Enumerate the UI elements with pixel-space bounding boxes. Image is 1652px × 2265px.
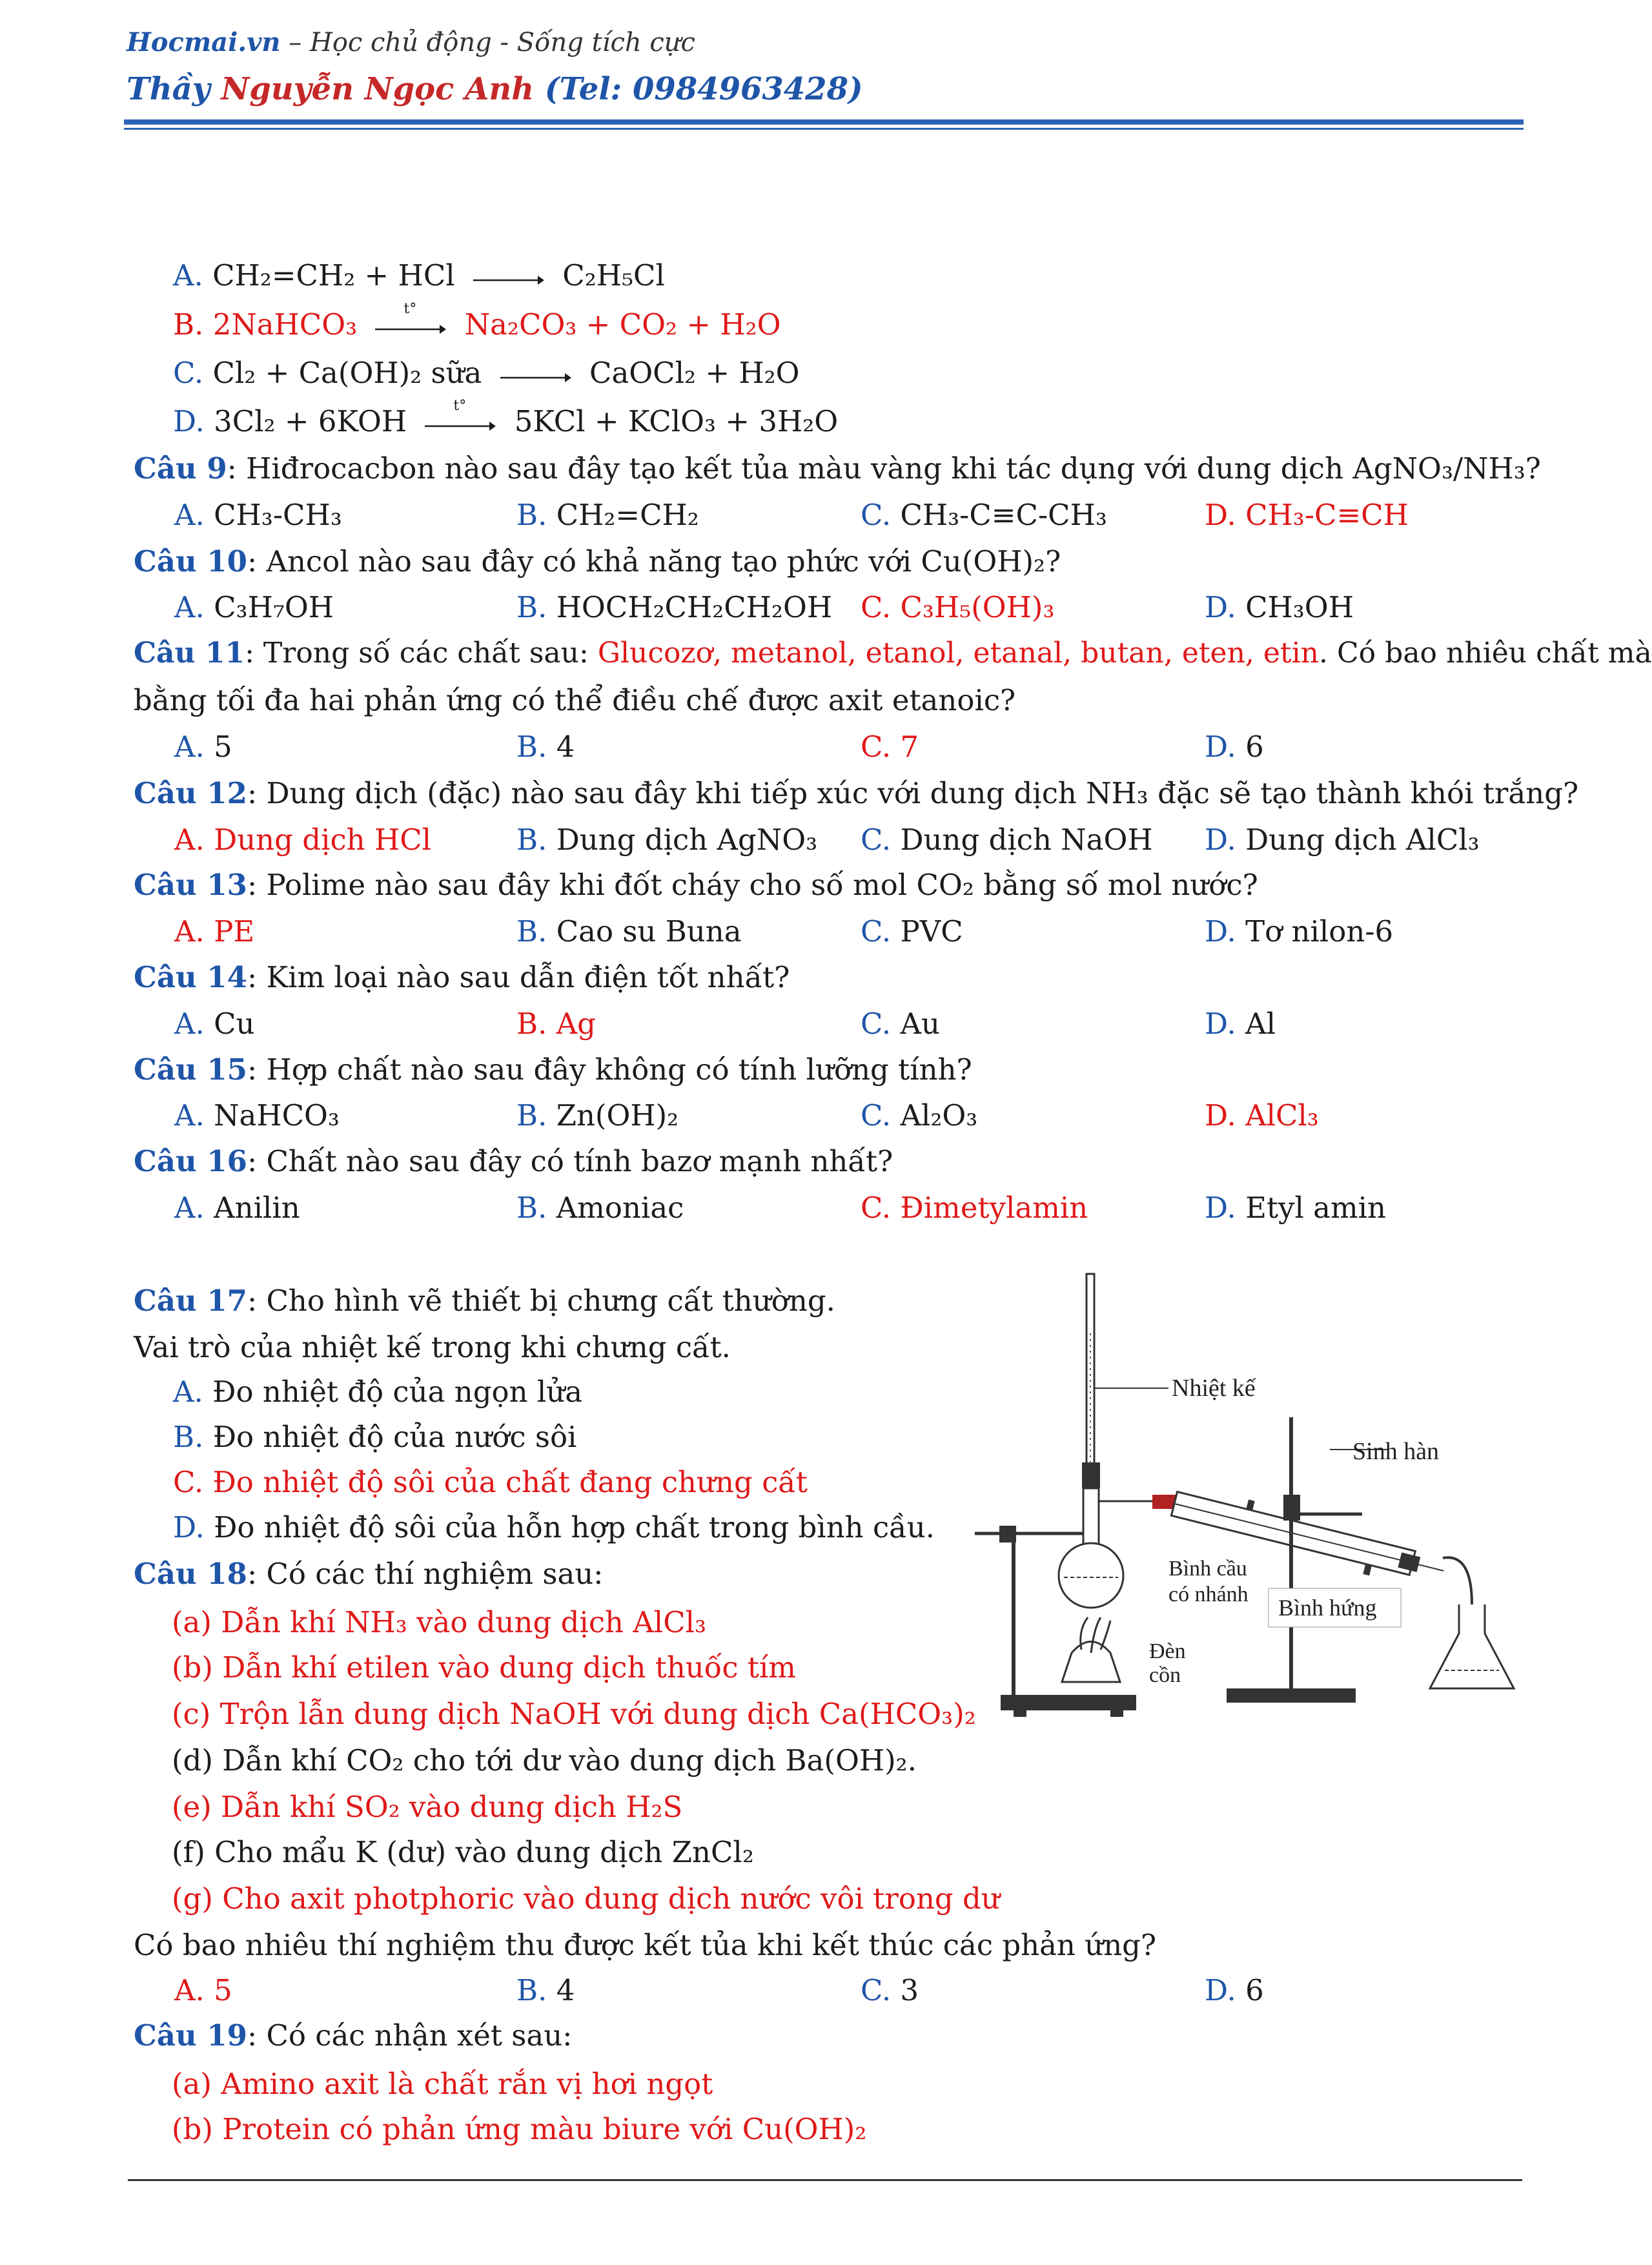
right-clamp bbox=[1283, 1495, 1300, 1521]
q16-option-d bbox=[1205, 1191, 1387, 1225]
option-text: Dung dịch AlCl₃ bbox=[1245, 823, 1480, 857]
question-text: : Ancol nào sau đây có khả năng tạo phức với Cu(OH)₂? bbox=[247, 544, 1061, 579]
option-label: B. bbox=[173, 1420, 204, 1454]
option-text: 5 bbox=[214, 1973, 232, 2007]
left-stand-foot bbox=[1110, 1710, 1123, 1717]
q15-option-d bbox=[1205, 1098, 1319, 1132]
reaction-right: C₂H₅Cl bbox=[562, 258, 665, 292]
label-thermometer: Nhiệt kế bbox=[1172, 1375, 1256, 1402]
reaction-right: CaOCl₂ + H₂O bbox=[589, 356, 800, 390]
q11-option-c bbox=[861, 730, 919, 764]
option-text: Dung dịch NaOH bbox=[900, 823, 1153, 857]
q18-option-d bbox=[1205, 1973, 1264, 2007]
option-label: A. bbox=[174, 730, 205, 764]
question-11 bbox=[134, 639, 1652, 668]
option-text: 6 bbox=[1245, 730, 1264, 764]
question-number: Câu 19 bbox=[134, 2018, 247, 2053]
option-text: Đo nhiệt độ sôi của hỗn hợp chất trong bình cầu. bbox=[214, 1510, 935, 1544]
question-text: : Có các thí nghiệm sau: bbox=[247, 1557, 604, 1591]
q9-option-a bbox=[174, 498, 342, 532]
q18-item-f: (f) Cho mẩu K (dư) vào dung dịch ZnCl₂ bbox=[172, 1835, 754, 1869]
receiving-flask bbox=[1430, 1604, 1514, 1688]
round-bottom-flask bbox=[1059, 1543, 1123, 1608]
q19-item-b: (b) Protein có phản ứng màu biure với Cu(OH)₂ bbox=[172, 2112, 867, 2146]
reaction-arrow-icon bbox=[500, 366, 571, 385]
q11-option-a bbox=[174, 730, 232, 764]
option-label: B. bbox=[516, 498, 547, 532]
question-number: Câu 16 bbox=[134, 1144, 247, 1178]
question-text: : Chất nào sau đây có tính bazơ mạnh nhất? bbox=[247, 1144, 893, 1178]
option-label: B. bbox=[516, 823, 547, 857]
flask-stopper bbox=[1082, 1462, 1100, 1488]
option-text: 4 bbox=[556, 730, 575, 764]
q17-option-d bbox=[173, 1510, 935, 1544]
option-label: D. bbox=[1205, 498, 1236, 532]
option-label: A. bbox=[174, 498, 205, 532]
question-number: Câu 17 bbox=[134, 1284, 247, 1318]
option-text: Đimetylamin bbox=[900, 1191, 1088, 1225]
question-number: Câu 9 bbox=[134, 451, 227, 486]
q18-item-e: (e) Dẫn khí SO₂ vào dung dịch H₂S bbox=[172, 1790, 683, 1824]
question-number: Câu 18 bbox=[134, 1557, 247, 1591]
reaction-left: 2NaHCO₃ bbox=[212, 307, 358, 342]
question-number: Câu 11 bbox=[134, 637, 245, 670]
q16-option-a bbox=[174, 1191, 300, 1225]
option-text: Đo nhiệt độ sôi của chất đang chưng cất bbox=[212, 1465, 808, 1499]
q8-option-c bbox=[173, 356, 800, 390]
water-inlet bbox=[1363, 1564, 1372, 1575]
question-text: : Trong số các chất sau: bbox=[245, 637, 598, 670]
option-text: Cu bbox=[214, 1007, 255, 1041]
q15-option-b bbox=[516, 1098, 679, 1132]
question-number: Câu 15 bbox=[134, 1052, 247, 1087]
option-text: 7 bbox=[900, 730, 919, 764]
q9-option-d bbox=[1205, 498, 1409, 532]
question-18 bbox=[134, 1557, 604, 1591]
q19-item-a: (a) Amino axit là chất rắn vị hơi ngọt bbox=[172, 2067, 713, 2101]
option-label: C. bbox=[861, 1007, 892, 1041]
option-label: C. bbox=[861, 1191, 892, 1225]
option-label: A. bbox=[174, 1098, 205, 1132]
reaction-left: CH₂=CH₂ + HCl bbox=[212, 258, 455, 292]
q14-option-c bbox=[861, 1007, 940, 1041]
option-text: Tơ nilon-6 bbox=[1245, 914, 1394, 948]
question-10 bbox=[134, 544, 1061, 579]
q8-option-d bbox=[173, 397, 839, 438]
option-label: C. bbox=[861, 1973, 892, 2007]
q12-option-d bbox=[1205, 823, 1480, 857]
q12-option-c bbox=[861, 823, 1153, 857]
q11-option-d bbox=[1205, 730, 1264, 764]
question-11-line2 bbox=[134, 683, 1016, 717]
q12-option-b bbox=[516, 823, 818, 857]
option-label: C. bbox=[861, 590, 892, 624]
option-label: D. bbox=[1205, 1098, 1236, 1132]
option-text: Amoniac bbox=[556, 1191, 684, 1225]
reaction-right: Na₂CO₃ + CO₂ + H₂O bbox=[464, 307, 781, 342]
q11-option-b bbox=[516, 730, 575, 764]
header-teacher-line bbox=[127, 71, 863, 107]
option-label: A. bbox=[174, 1191, 205, 1225]
option-label: A. bbox=[174, 823, 205, 857]
label-flask-1: Bình cầu bbox=[1168, 1557, 1247, 1581]
teacher-tel: (Tel: 0984963428) bbox=[534, 71, 863, 107]
q18-option-a bbox=[174, 1973, 232, 2007]
water-outlet bbox=[1246, 1500, 1255, 1512]
option-label: A. bbox=[174, 590, 205, 624]
option-text: AlCl₃ bbox=[1245, 1098, 1319, 1132]
option-label: B. bbox=[516, 730, 547, 764]
option-text: Al bbox=[1245, 1007, 1276, 1041]
q10-option-b bbox=[516, 590, 833, 624]
question-text: bằng tối đa hai phản ứng có thể điều chế được axit etanoic? bbox=[134, 683, 1016, 717]
reaction-arrow-icon bbox=[375, 300, 446, 337]
q18-item-d: (d) Dẫn khí CO₂ cho tới dư vào dung dịch Ba(OH)₂. bbox=[172, 1743, 917, 1778]
option-text: 6 bbox=[1245, 1973, 1264, 2007]
label-condenser: Sinh hàn bbox=[1352, 1438, 1440, 1465]
question-text: : Cho hình vẽ thiết bị chưng cất thường. bbox=[247, 1284, 835, 1318]
question-15 bbox=[134, 1052, 972, 1087]
question-number: Câu 10 bbox=[134, 544, 247, 579]
option-label: D. bbox=[173, 1510, 205, 1544]
option-text: HOCH₂CH₂CH₂OH bbox=[556, 590, 833, 624]
option-text: Đo nhiệt độ của nước sôi bbox=[212, 1420, 577, 1454]
question-text: : Kim loại nào sau dẫn điện tốt nhất? bbox=[247, 960, 790, 994]
q10-option-c bbox=[861, 590, 1055, 624]
q15-option-a bbox=[174, 1098, 340, 1132]
distillation-apparatus-diagram bbox=[962, 1269, 1517, 1747]
option-label: A. bbox=[174, 914, 205, 948]
q10-option-a bbox=[174, 590, 334, 624]
option-label: D. bbox=[1205, 590, 1236, 624]
question-19 bbox=[134, 2018, 573, 2053]
option-text: CH₃-C≡C-CH₃ bbox=[900, 498, 1107, 532]
question-text: : Dung dịch (đặc) nào sau đây khi tiếp xúc với dung dịch NH₃ đặc sẽ tạo thành khói trắng? bbox=[247, 776, 1579, 810]
reaction-right: 5KCl + KClO₃ + 3H₂O bbox=[514, 404, 839, 438]
q18-option-b bbox=[516, 1973, 575, 2007]
q14-option-a bbox=[174, 1007, 255, 1041]
option-label: D. bbox=[1205, 1007, 1236, 1041]
option-label: B. bbox=[173, 307, 204, 342]
option-label: D. bbox=[173, 404, 205, 438]
left-stand-base bbox=[1001, 1695, 1136, 1710]
q13-option-d bbox=[1205, 914, 1394, 948]
option-text: Ag bbox=[556, 1007, 596, 1041]
q17-option-b bbox=[173, 1420, 577, 1454]
q18-item-b: (b) Dẫn khí etilen vào dung dịch thuốc tím bbox=[172, 1650, 796, 1685]
right-stand-base bbox=[1227, 1688, 1356, 1703]
option-text: Al₂O₃ bbox=[900, 1098, 978, 1132]
temperature-label: t° bbox=[453, 397, 467, 414]
option-text: CH₂=CH₂ bbox=[556, 498, 699, 532]
q14-option-b bbox=[516, 1007, 596, 1041]
option-text: NaHCO₃ bbox=[214, 1098, 340, 1132]
option-label: B. bbox=[516, 1007, 547, 1041]
question-9 bbox=[134, 451, 1541, 486]
q18-item-a: (a) Dẫn khí NH₃ vào dung dịch AlCl₃ bbox=[172, 1605, 707, 1639]
label-receiver: Bình hứng bbox=[1278, 1595, 1377, 1621]
q18-item-g: (g) Cho axit photphoric vào dung dịch nước vôi trong dư bbox=[172, 1881, 1000, 1916]
question-text: : Hợp chất nào sau đây không có tính lưỡng tính? bbox=[247, 1052, 972, 1087]
footer-rule bbox=[128, 2179, 1522, 2181]
q10-option-d bbox=[1205, 590, 1354, 624]
option-label: D. bbox=[1205, 1191, 1236, 1225]
question-text: : Polime nào sau đây khi đốt cháy cho số mol CO₂ bằng số mol nước? bbox=[247, 868, 1258, 902]
question-14 bbox=[134, 960, 790, 994]
q13-option-a bbox=[174, 914, 255, 948]
option-label: D. bbox=[1205, 730, 1236, 764]
option-label: C. bbox=[861, 914, 892, 948]
q13-option-c bbox=[861, 914, 963, 948]
option-label: D. bbox=[1205, 914, 1236, 948]
option-label: C. bbox=[861, 498, 892, 532]
option-label: C. bbox=[861, 730, 892, 764]
option-text: Anilin bbox=[214, 1191, 300, 1225]
question-13 bbox=[134, 868, 1258, 902]
question-number: Câu 14 bbox=[134, 960, 247, 994]
reaction-left: 3Cl₂ + 6KOH bbox=[214, 404, 407, 438]
option-text: 5 bbox=[214, 730, 232, 764]
option-label: C. bbox=[173, 1465, 204, 1499]
brand-name: Hocmai.vn bbox=[127, 27, 281, 57]
question-12 bbox=[134, 776, 1579, 810]
option-label: C. bbox=[861, 1098, 892, 1132]
header-rule bbox=[124, 119, 1524, 125]
option-label: B. bbox=[516, 1098, 547, 1132]
question-number: Câu 13 bbox=[134, 868, 247, 902]
question-text-highlight: Glucozơ, metanol, etanol, etanal, butan, eten, etin bbox=[597, 637, 1320, 670]
q15-option-c bbox=[861, 1098, 978, 1132]
q8-option-b bbox=[173, 300, 781, 342]
option-label: C. bbox=[173, 356, 204, 390]
option-text: PE bbox=[214, 914, 255, 948]
option-text: Đo nhiệt độ của ngọn lửa bbox=[212, 1375, 583, 1409]
option-text: 4 bbox=[556, 1973, 575, 2007]
q14-option-d bbox=[1205, 1007, 1276, 1041]
temperature-label: t° bbox=[403, 300, 417, 317]
option-text: CH₃-C≡CH bbox=[1245, 498, 1409, 532]
option-label: D. bbox=[1205, 823, 1236, 857]
slogan: – Học chủ động - Sống tích cực bbox=[280, 28, 695, 57]
question-17-line2 bbox=[134, 1330, 731, 1364]
option-text: CH₃-CH₃ bbox=[214, 498, 342, 532]
teacher-name: Nguyễn Ngọc Anh bbox=[221, 71, 535, 107]
option-text: Dung dịch AgNO₃ bbox=[556, 823, 818, 857]
question-17 bbox=[134, 1284, 835, 1318]
label-lamp-1: Đèn bbox=[1149, 1639, 1186, 1663]
option-text: Etyl amin bbox=[1245, 1191, 1387, 1225]
option-label: A. bbox=[173, 258, 203, 292]
option-text: CH₃OH bbox=[1245, 590, 1354, 624]
label-lamp-2: cồn bbox=[1149, 1663, 1181, 1687]
header-rule-thin bbox=[124, 128, 1524, 130]
question-number: Câu 12 bbox=[134, 776, 247, 810]
option-text: PVC bbox=[900, 914, 963, 948]
option-text: 3 bbox=[900, 1973, 919, 2007]
header-slogan-line bbox=[127, 27, 695, 57]
option-label: B. bbox=[516, 590, 547, 624]
option-label: D. bbox=[1205, 1973, 1236, 2007]
q18-option-c bbox=[861, 1973, 919, 2007]
q9-option-c bbox=[861, 498, 1107, 532]
option-text: C₃H₅(OH)₃ bbox=[900, 590, 1055, 624]
question-text: : Hiđrocacbon nào sau đây tạo kết tủa màu vàng khi tác dụng với dung dịch AgNO₃/NH₃? bbox=[227, 451, 1541, 486]
option-label: C. bbox=[861, 823, 892, 857]
q13-option-b bbox=[516, 914, 742, 948]
q12-option-a bbox=[174, 823, 432, 857]
option-text: Dung dịch HCl bbox=[214, 823, 432, 857]
option-label: B. bbox=[516, 1973, 547, 2007]
q17-option-a bbox=[173, 1375, 583, 1409]
question-text: Vai trò của nhiệt kế trong khi chưng cất. bbox=[134, 1330, 731, 1364]
q17-option-c bbox=[173, 1465, 808, 1499]
q9-option-b bbox=[516, 498, 699, 532]
q18-item-c: (c) Trộn lẫn dung dịch NaOH với dung dịch Ca(HCO₃)₂ bbox=[172, 1697, 976, 1731]
q18-question: Có bao nhiêu thí nghiệm thu được kết tủa khi kết thúc các phản ứng? bbox=[134, 1928, 1157, 1962]
option-text: Zn(OH)₂ bbox=[556, 1098, 679, 1132]
option-text: Au bbox=[900, 1007, 940, 1041]
left-stand-foot bbox=[1014, 1710, 1026, 1717]
q16-option-c bbox=[861, 1191, 1088, 1225]
question-text: . Có bao nhiêu chất mà bbox=[1319, 637, 1652, 670]
option-label: A. bbox=[174, 1007, 205, 1041]
option-label: B. bbox=[516, 914, 547, 948]
reaction-arrow-icon bbox=[425, 397, 496, 434]
q8-option-a bbox=[173, 258, 665, 292]
option-text: Cao su Buna bbox=[556, 914, 742, 948]
label-flask-2: có nhánh bbox=[1168, 1583, 1249, 1606]
option-text: C₃H₇OH bbox=[214, 590, 334, 624]
left-clamp-knob bbox=[999, 1526, 1016, 1542]
question-16 bbox=[134, 1144, 893, 1178]
reaction-arrow-icon bbox=[473, 269, 544, 288]
reaction-left: Cl₂ + Ca(OH)₂ sữa bbox=[212, 356, 482, 390]
q16-option-b bbox=[516, 1191, 684, 1225]
question-text: : Có các nhận xét sau: bbox=[247, 2018, 573, 2053]
teacher-prefix: Thầy bbox=[127, 71, 221, 107]
option-label: A. bbox=[174, 1973, 205, 2007]
option-label: B. bbox=[516, 1191, 547, 1225]
option-label: A. bbox=[173, 1375, 203, 1409]
